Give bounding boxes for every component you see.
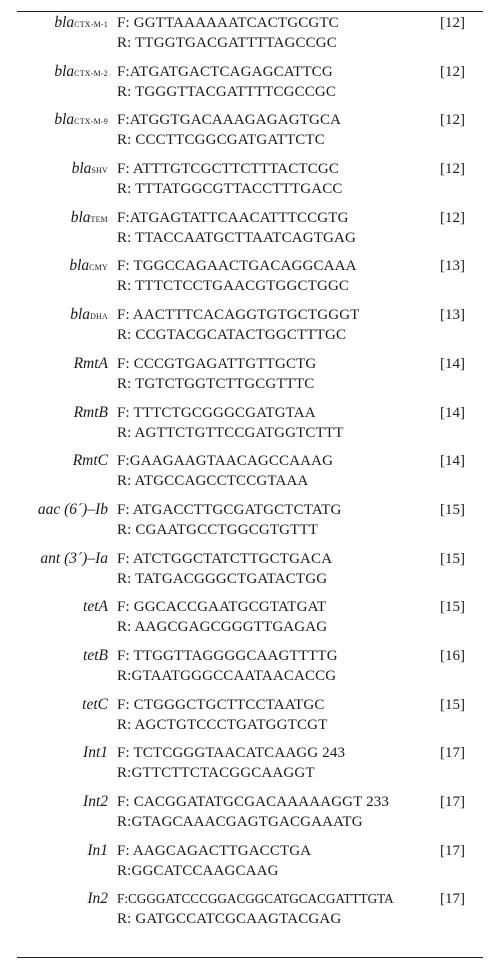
reference: [12] xyxy=(440,15,465,31)
reverse-primer: R: GATGCCATCGCAAGTACGAG xyxy=(117,911,342,928)
table-row xyxy=(0,791,500,840)
reverse-primer: R: AGTTCTGTTCCGATGGTCTTT xyxy=(117,424,344,441)
gene-name-main: Int2 xyxy=(83,793,108,810)
reverse-primer: R:GTAGCAAACGAGTGACGAAATG xyxy=(117,814,363,830)
gene-name-main: bla xyxy=(69,257,90,275)
table-row xyxy=(0,596,500,645)
gene-name-main: RmtA xyxy=(73,354,108,372)
gene-name-main: tetA xyxy=(83,598,108,616)
table-row xyxy=(0,548,500,597)
reference: [15] xyxy=(440,696,465,713)
reference: [17] xyxy=(440,842,465,859)
reverse-primer: R: TATGACGGGCTGATACTGG xyxy=(117,570,328,587)
forward-primer: F:ATGGTGACAAAGAGAGTGCA xyxy=(117,112,342,129)
forward-primer: F:GAAGAAGTAACAGCCAAAG xyxy=(117,453,334,470)
reverse-primer: R: CCGTACGCATACTGGCTTTGC xyxy=(117,327,347,344)
reverse-primer: R: TTGGTGACGATTTTAGCCGC xyxy=(117,35,337,51)
table-row xyxy=(0,207,500,256)
reverse-primer: R:GTTCTTCTACGGCAAGGT xyxy=(117,765,315,782)
gene-name-subscript: CTX-M-9 xyxy=(74,117,108,127)
reference: [14] xyxy=(440,404,465,421)
gene-name xyxy=(69,256,108,278)
reference: [14] xyxy=(440,453,465,470)
gene-name-main: In2 xyxy=(87,890,108,908)
table-row xyxy=(0,694,500,743)
table-row xyxy=(0,255,500,304)
table-row xyxy=(0,109,500,158)
reference: [17] xyxy=(440,891,465,908)
gene-name-main: bla xyxy=(71,160,92,178)
gene-name-main: bla xyxy=(70,306,91,324)
reference: [12] xyxy=(440,63,465,80)
forward-primer: F: TTGGTTAGGGGCAAGTTTTG xyxy=(117,647,338,664)
reference: [12] xyxy=(440,112,465,129)
gene-name-subscript: TEM xyxy=(90,214,108,224)
reverse-primer: R: CGAATGCCTGGCGTGTTT xyxy=(117,521,319,538)
reference: [15] xyxy=(440,501,465,518)
table-row xyxy=(0,61,500,110)
gene-name xyxy=(82,695,108,715)
table-row xyxy=(0,158,500,207)
gene-name xyxy=(54,110,108,132)
reference: [12] xyxy=(440,209,465,226)
forward-primer: F: TGGCCAGAACTGACAGGCAAA xyxy=(117,258,357,275)
gene-name xyxy=(40,549,108,569)
gene-name-main: In1 xyxy=(87,841,108,859)
primer-table xyxy=(0,12,500,937)
gene-name xyxy=(72,159,108,181)
forward-primer: F: AACTTTCACAGGTGTGCTGGGT xyxy=(117,307,360,324)
table-bottom-rule xyxy=(17,957,483,958)
gene-name xyxy=(54,13,108,35)
table-row xyxy=(0,402,500,451)
reverse-primer: R: TTTATGGCGTTACCTTTGACC xyxy=(117,181,343,198)
table-row xyxy=(0,742,500,791)
table-row xyxy=(0,12,500,61)
gene-name-main: RmtC xyxy=(72,452,108,470)
gene-name xyxy=(87,889,108,909)
gene-name xyxy=(87,841,108,861)
forward-primer: F:ATGAGTATTCAACATTTCCGTG xyxy=(117,209,349,226)
reverse-primer: R:GTAATGGGCCAATAACACCG xyxy=(117,667,337,684)
gene-name xyxy=(38,500,108,520)
forward-primer: F: CTGGGCTGCTTCCTAATGC xyxy=(117,696,325,713)
reverse-primer: R: TTTCTCCTGAACGTGGCTGGC xyxy=(117,278,350,295)
gene-name xyxy=(74,354,108,374)
gene-name-main: Int1 xyxy=(83,744,108,762)
table-row xyxy=(0,888,500,937)
gene-name-main: tetB xyxy=(83,646,108,664)
gene-name xyxy=(74,403,108,423)
gene-name xyxy=(71,208,108,230)
gene-name xyxy=(70,305,108,327)
reference: [15] xyxy=(440,599,465,616)
gene-name-subscript: CMY xyxy=(89,263,108,273)
reverse-primer: R: AGCTGTCCCTGATGGTCGT xyxy=(117,716,328,733)
forward-primer: F: CCCGTGAGATTGTTGCTG xyxy=(117,355,317,372)
reference: [12] xyxy=(440,161,465,178)
table-row xyxy=(0,353,500,402)
gene-name-subscript: CTX-M-2 xyxy=(74,68,108,78)
table-row xyxy=(0,840,500,889)
table-row xyxy=(0,499,500,548)
gene-name xyxy=(54,62,108,84)
reverse-primer: R: TGGGTTACGATTTTCGCCGC xyxy=(117,83,337,100)
reference: [14] xyxy=(440,355,465,372)
reverse-primer: R: TGTCTGGTCTTGCGTTTC xyxy=(117,375,315,392)
forward-primer: F: GGCACCGAATGCGTATGAT xyxy=(117,599,327,616)
forward-primer: F: ATTTGTCGCTTCTTTACTCGC xyxy=(117,161,339,178)
gene-name-subscript: SHV xyxy=(91,166,108,176)
gene-name-main: ant (3´)–Ia xyxy=(40,549,108,567)
gene-name xyxy=(83,792,108,812)
gene-name xyxy=(83,646,108,666)
gene-name-subscript: CTX-M-1 xyxy=(74,20,108,29)
forward-primer: F: AAGCAGACTTGACCTGA xyxy=(117,842,312,859)
table-row xyxy=(0,645,500,694)
forward-primer: F: ATGACCTTGCGATGCTCTATG xyxy=(117,501,342,518)
reference: [13] xyxy=(440,258,465,275)
gene-name-subscript: DHA xyxy=(90,312,108,322)
forward-primer: F:ATGATGACTCAGAGCATTCG xyxy=(117,63,333,80)
reference: [16] xyxy=(440,647,465,664)
reverse-primer: R: TTACCAATGCTTAATCAGTGAG xyxy=(117,229,356,246)
reference: [17] xyxy=(440,745,465,762)
table-row xyxy=(0,304,500,353)
reference: [15] xyxy=(440,550,465,567)
gene-name-main: tetC xyxy=(82,695,108,713)
forward-primer: F: ATCTGGCTATCTTGCTGACA xyxy=(117,550,333,567)
gene-name-main: aac (6´)–Ib xyxy=(37,500,108,518)
reference: [13] xyxy=(440,307,465,324)
forward-primer: F: TCTCGGGTAACATCAAGG 243 xyxy=(117,745,346,762)
reverse-primer: R: AAGCGAGCGGGTTGAGAG xyxy=(117,619,328,636)
gene-name xyxy=(83,597,108,617)
gene-name-main: bla xyxy=(54,14,75,31)
reference: [17] xyxy=(440,794,465,810)
gene-name-main: bla xyxy=(70,208,91,226)
forward-primer: F: TTTCTGCGGGCGATGTAA xyxy=(117,404,316,421)
forward-primer: F: GGTTAAAAAATCACTGCGTC xyxy=(117,15,339,31)
forward-primer: F: CACGGATATGCGACAAAAAGGT 233 xyxy=(117,794,390,810)
reverse-primer: R:GGCATCCAAGCAAG xyxy=(117,862,279,879)
reverse-primer: R: ATGCCAGCCTCCGTAAA xyxy=(117,473,309,490)
gene-name xyxy=(83,743,108,763)
table-row xyxy=(0,450,500,499)
gene-name-main: RmtB xyxy=(73,403,108,421)
gene-name xyxy=(73,451,108,471)
gene-name-main: bla xyxy=(54,62,75,80)
reverse-primer: R: CCCTTCGGCGATGATTCTC xyxy=(117,132,325,149)
forward-primer: F:CGGGATCCCGGACGGCATGCACGATTTGTA xyxy=(117,891,394,907)
gene-name-main: bla xyxy=(54,111,75,129)
